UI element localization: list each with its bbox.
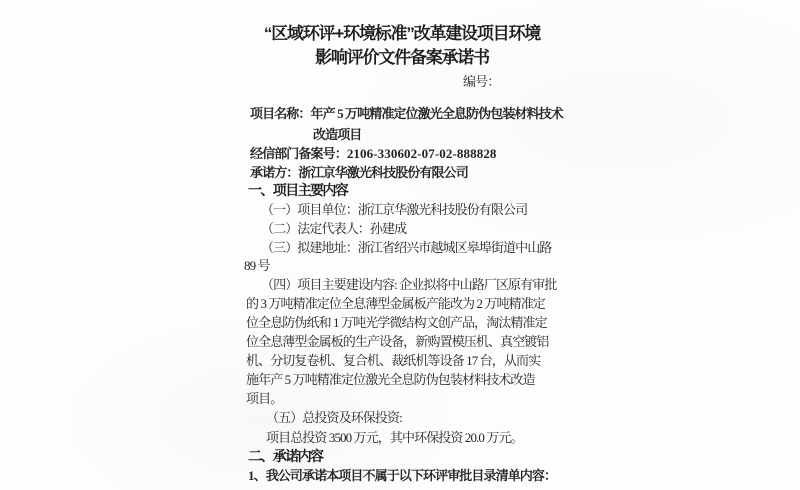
section-1-item-2: （二）法定代表人：孙建成 (261, 221, 407, 236)
section-2-item-1: 1、我公司承诺本项目不属于以下环评审批目录清单内容： (248, 468, 557, 483)
project-name-line-1 (250, 106, 563, 121)
promisor-label: 承诺方： (250, 165, 299, 180)
section-1-item-4-line-2: 的 3 万吨精准定位全息薄型金属板产能改为 2 万吨精准定 (246, 296, 545, 311)
section-1-item-4-line-4: 位全息薄型金属板的生产设备，新购置模压机、真空镀铝 (246, 334, 549, 349)
section-1-item-4-line-6: 施年产 5 万吨精准定位激光全息防伪包装材料技术改造 (246, 372, 535, 387)
section-1-item-5: （五）总投资及环保投资: (266, 410, 402, 425)
document-title-line-1: “区域环评+环境标准”改革建设项目环境 (263, 24, 541, 43)
section-1-item-3-line-1: （三）拟建地址：浙江省绍兴市越城区皋埠街道中山路 (261, 240, 552, 255)
document-title (200, 22, 604, 70)
project-name-value-line-1: 年产 5 万吨精准定位激光全息防伪包装材料技术 (310, 106, 563, 121)
number-label: 编号： (463, 74, 500, 89)
project-name-line-2: 改造项目 (313, 127, 362, 142)
record-number-value: 2106-330602-07-02-888828 (346, 146, 497, 161)
project-name-label: 项目名称： (250, 106, 311, 121)
section-2-heading: 二、承诺内容 (248, 448, 323, 464)
promisor-value: 浙江京华激光科技股份有限公司 (298, 165, 468, 180)
document-title-line-2: 影响评价文件备案承诺书 (315, 48, 489, 67)
section-1-item-4-line-3: 位全息防伪纸和 1 万吨光学微结构文创产品，淘汰精准定 (246, 315, 547, 330)
section-1-item-4-line-5: 机、分切复卷机、复合机、裁纸机等设备 17 台，从而实 (246, 353, 541, 368)
promisor-line (250, 165, 468, 180)
section-1-item-1: （一）项目单位：浙江京华激光科技股份有限公司 (261, 202, 528, 217)
section-1-item-4-line-1: （四）项目主要建设内容: 企业拟将中山路厂区原有审批 (261, 277, 557, 292)
section-1-item-5-detail: 项目总投资 3500 万元，其中环保投资 20.0 万元。 (266, 430, 523, 445)
record-number-label: 经信部门备案号： (250, 146, 347, 161)
section-1-heading: 一、项目主要内容 (248, 182, 348, 198)
record-number-line (250, 146, 497, 161)
section-1-item-4-line-7: 项目。 (246, 391, 283, 406)
section-1-item-3-line-2: 89 号 (244, 258, 270, 273)
